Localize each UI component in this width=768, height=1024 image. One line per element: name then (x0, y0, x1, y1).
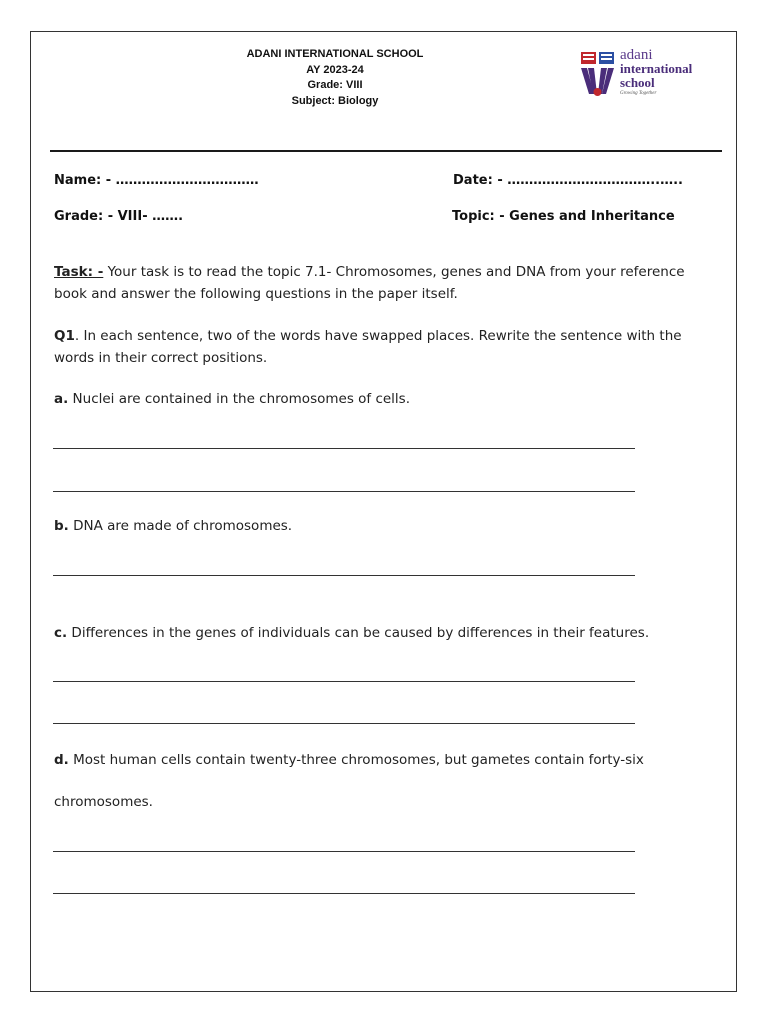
name-field: Name: - …………………………… (54, 173, 259, 188)
logo-tagline: Growing Together (620, 91, 657, 96)
answer-line-a1[interactable] (53, 448, 635, 449)
question-a-text: Nuclei are contained in the chromosomes of cells. (68, 391, 410, 407)
question-d-text: Most human cells contain twenty-three chromosomes, but gametes contain forty-six (68, 752, 644, 768)
task-text-line1: Your task is to read the topic 7.1- Chromosomes, genes and DNA from your reference (103, 264, 685, 280)
question-c (54, 622, 649, 644)
answer-line-a2[interactable] (53, 491, 635, 492)
header-divider (50, 150, 722, 152)
question-d-label: d. (54, 752, 69, 768)
answer-line-b1[interactable] (53, 575, 635, 576)
subject-heading: Subject: Biology (291, 94, 379, 107)
question-c-text: Differences in the genes of individuals can be caused by differences in their features. (67, 625, 650, 641)
question-c-label: c. (54, 625, 68, 641)
answer-line-c2[interactable] (53, 723, 635, 724)
question-a-label: a. (54, 391, 69, 407)
q1-paragraph (54, 325, 682, 369)
question-b (54, 515, 292, 537)
question-b-text: DNA are made of chromosomes. (68, 518, 293, 534)
task-label: Task: - (54, 264, 104, 280)
topic-field: Topic: - Genes and Inheritance (452, 209, 675, 224)
question-d-continuation: chromosomes. (54, 794, 153, 810)
logo-brand: adani (620, 47, 653, 63)
school-name: ADANI INTERNATIONAL SCHOOL (246, 48, 424, 60)
logo-emblem-icon (578, 50, 618, 100)
question-b-label: b. (54, 518, 69, 534)
q1-text-line1: . In each sentence, two of the words have swapped places. Rewrite the sentence with the (74, 328, 682, 344)
date-field: Date: - ……………………………..….. (453, 173, 683, 188)
logo-international: international (620, 61, 693, 76)
task-text-line2: book and answer the following questions in the paper itself. (54, 286, 458, 302)
school-logo (578, 48, 708, 108)
grade-heading: Grade: VIII (307, 79, 363, 91)
task-paragraph (54, 261, 685, 305)
q1-text-line2: words in their correct positions. (54, 350, 268, 366)
academic-year: AY 2023-24 (306, 63, 364, 76)
logo-school: school (620, 75, 655, 90)
answer-line-d2[interactable] (53, 893, 635, 894)
school-header (200, 47, 470, 109)
question-d (54, 749, 644, 771)
q1-label: Q1 (54, 328, 75, 344)
grade-field: Grade: - VIII- ……. (54, 209, 184, 224)
answer-line-d1[interactable] (53, 851, 635, 852)
question-a (54, 388, 410, 410)
answer-line-c1[interactable] (53, 681, 635, 682)
